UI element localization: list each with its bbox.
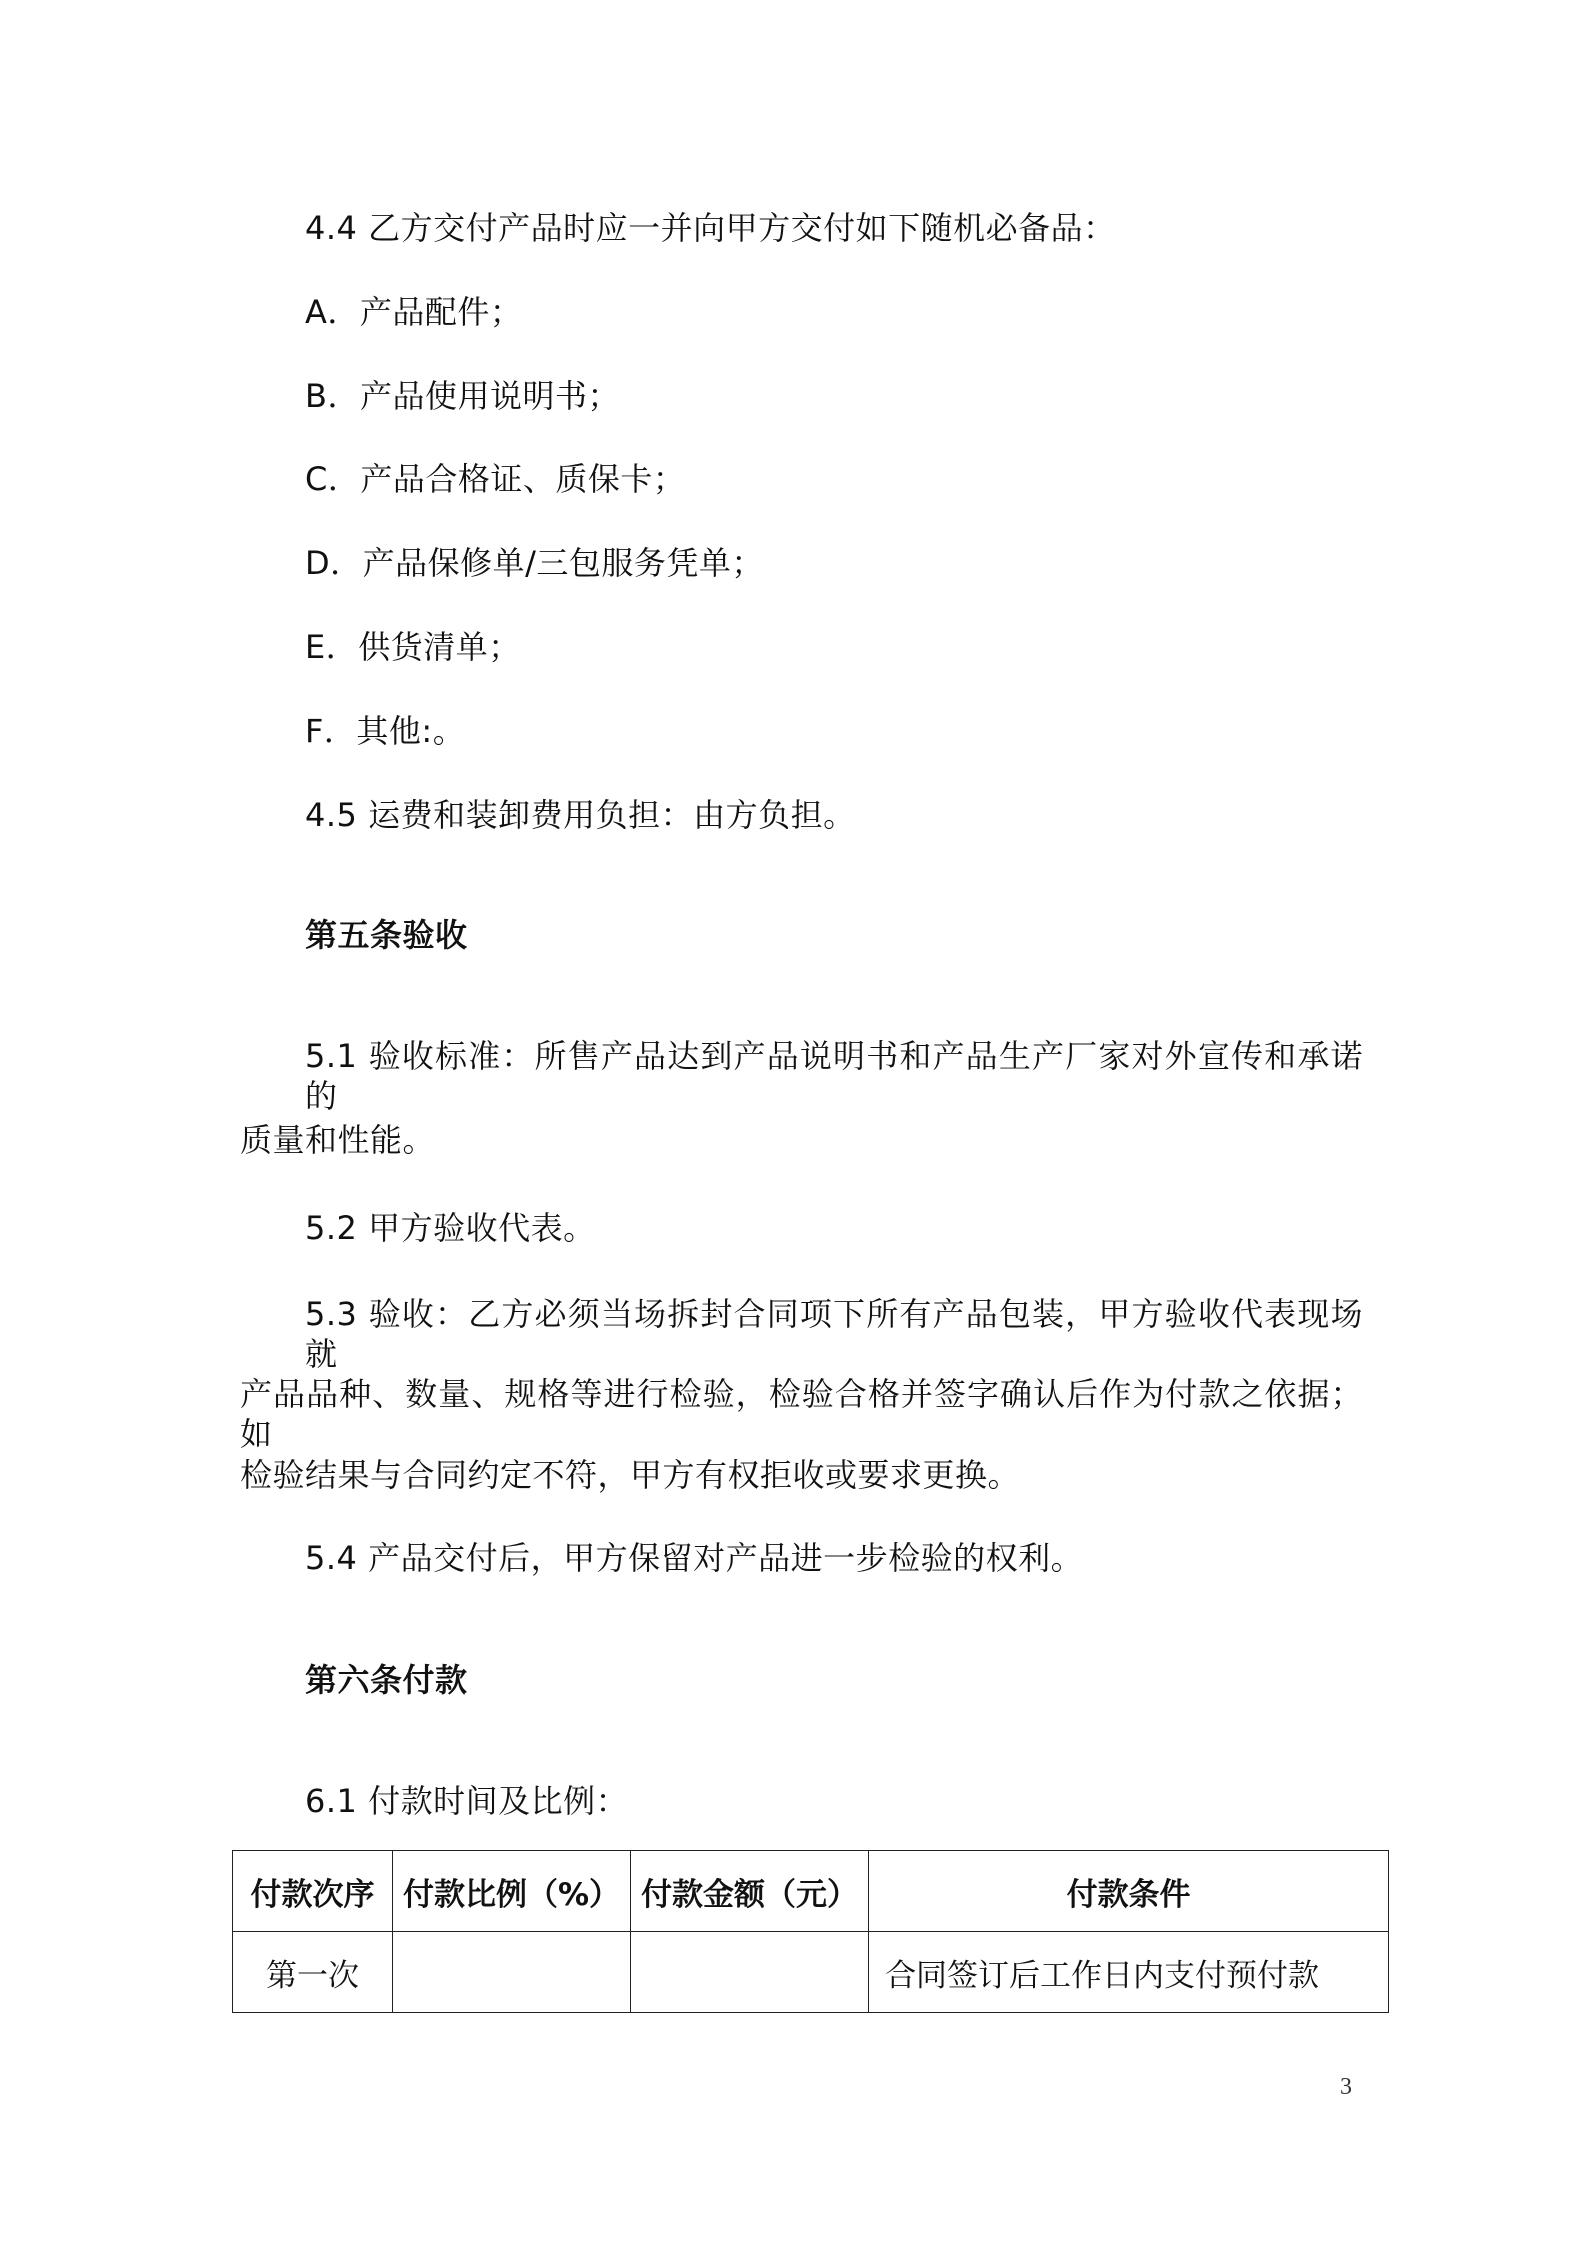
- header-payment-ratio: 付款比例（%）: [393, 1851, 631, 1932]
- clause-4-4: 4.4 乙方交付产品时应一并向甲方交付如下随机必备品：: [305, 209, 1116, 247]
- header-payment-order: 付款次序: [233, 1851, 393, 1932]
- section-heading-6: 第六条付款: [305, 1661, 468, 1699]
- item-e: E．供货清单；: [305, 628, 521, 666]
- payment-table: [232, 1850, 1389, 2013]
- item-b: B．产品使用说明书；: [305, 377, 620, 415]
- clause-5-4: 5.4 产品交付后，甲方保留对产品进一步检验的权利。: [305, 1539, 1084, 1577]
- item-c: C．产品合格证、质保卡；: [305, 460, 686, 498]
- cell-payment-condition: 合同签订后工作日内支付预付款: [869, 1932, 1389, 2013]
- clause-5-1-line-1: 5.1 验收标准：所售产品达到产品说明书和产品生产厂家对外宣传和承诺的: [305, 1037, 1363, 1115]
- cell-payment-ratio: [393, 1932, 631, 2013]
- clause-5-3-line-3: 检验结果与合同约定不符，甲方有权拒收或要求更换。: [240, 1456, 1021, 1494]
- clause-5-1-line-2: 质量和性能。: [240, 1121, 436, 1159]
- item-a: A．产品配件；: [305, 293, 523, 331]
- header-payment-condition: 付款条件: [869, 1851, 1389, 1932]
- page-number: 3: [1340, 2074, 1352, 2100]
- clause-6-1: 6.1 付款时间及比例：: [305, 1782, 629, 1820]
- section-heading-5: 第五条验收: [305, 916, 468, 954]
- item-f: F．其他:。: [305, 712, 466, 750]
- table-row: [233, 1932, 1389, 2013]
- clause-5-3-line-2: 产品品种、数量、规格等进行检验，检验合格并签字确认后作为付款之依据；如: [240, 1375, 1363, 1453]
- header-payment-amount: 付款金额（元）: [631, 1851, 869, 1932]
- cell-payment-order: 第一次: [233, 1932, 393, 2013]
- clause-5-2: 5.2 甲方验收代表。: [305, 1209, 596, 1247]
- cell-payment-amount: [631, 1932, 869, 2013]
- payment-table-header-row: [233, 1851, 1389, 1932]
- clause-4-5: 4.5 运费和装卸费用负担：由方负担。: [305, 796, 856, 834]
- clause-5-3-line-1: 5.3 验收：乙方必须当场拆封合同项下所有产品包装，甲方验收代表现场就: [305, 1295, 1363, 1373]
- item-d: D．产品保修单/三包服务凭单；: [305, 544, 764, 582]
